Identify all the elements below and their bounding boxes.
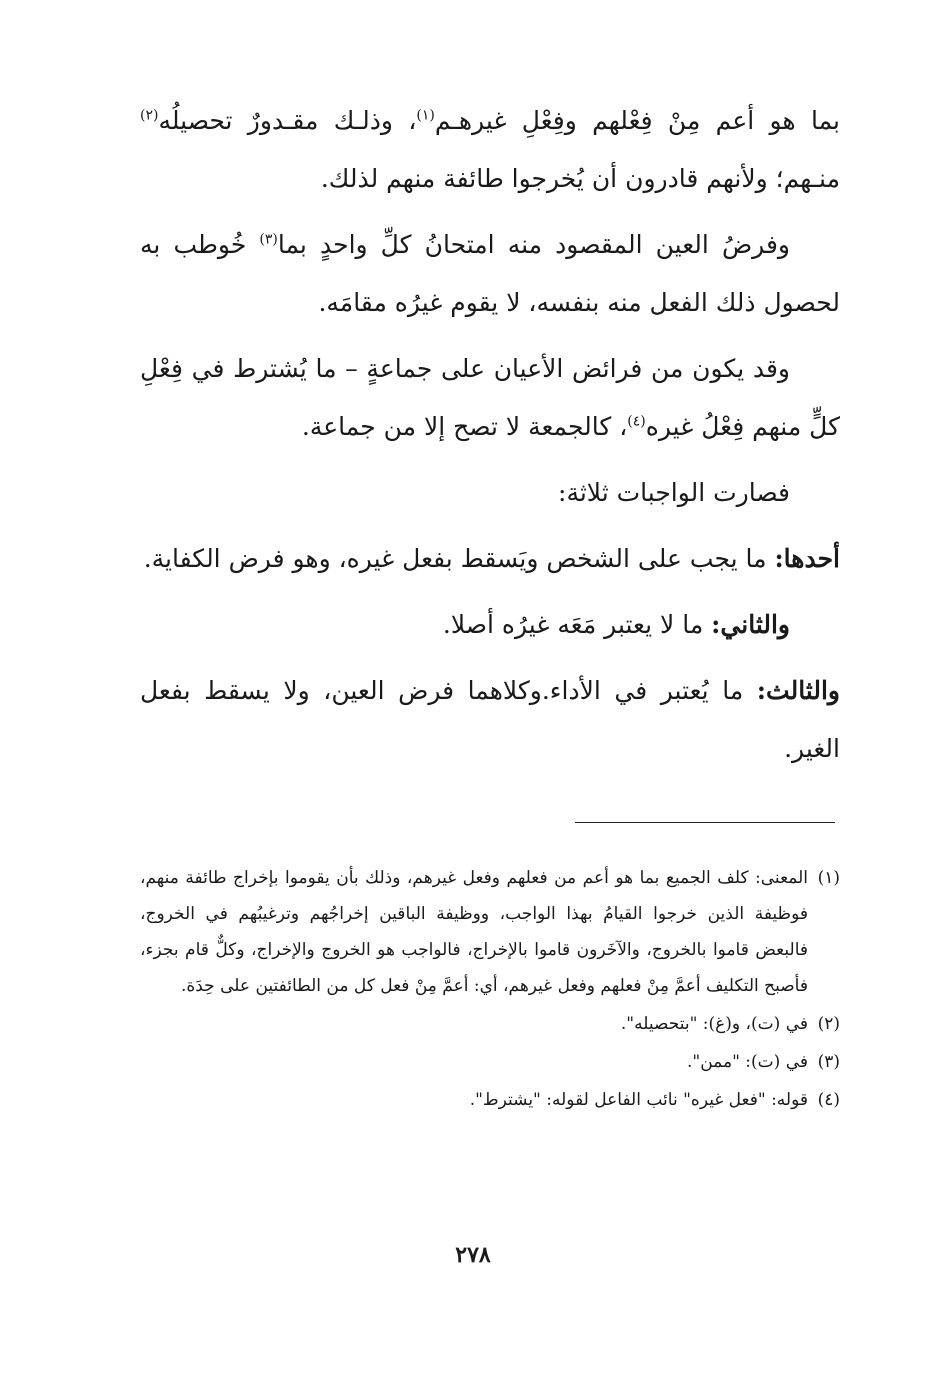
paragraph-7-label: والثالث:: [756, 676, 840, 705]
paragraph-5-text: ما يجب على الشخص ويَسقط بفعل غيره، وهو فرض الكفاية.: [143, 544, 775, 573]
paragraph-2-part-a: وفرضُ العين المقصود منه امتحانُ كلِّ واحدٍ بما: [277, 230, 790, 259]
paragraph-7: [140, 662, 840, 778]
paragraph-1-part-c: منـهم؛ ولأنهم قادرون أن يُخرجوا طائفة منهم لذلك.: [320, 164, 840, 193]
paragraph-7-text: ما يُعتبر في الأداء.وكلاهما فرض العين، ولا يسقط بفعل الغير.: [140, 676, 840, 763]
paragraph-5: [140, 530, 840, 588]
main-text: [140, 92, 840, 786]
footnote-3: [140, 1044, 840, 1080]
footnotes: [140, 860, 840, 1120]
footnote-ref-1[interactable]: (١): [416, 107, 435, 124]
footnote-divider: [575, 822, 835, 823]
paragraph-6-label: والثاني:: [711, 610, 790, 639]
footnote-1: [140, 860, 840, 1004]
paragraph-6: [140, 596, 840, 654]
paragraph-1: [140, 92, 840, 208]
footnote-text: في (ت): "ممن".: [686, 1052, 808, 1072]
footnote-number: (٤): [817, 1090, 840, 1110]
paragraph-2: [140, 216, 840, 332]
paragraph-3-part-b: ، كالجمعة لا تصح إلا من جماعة.: [301, 412, 628, 441]
paragraph-3-part-a: وقد يكون من فرائض الأعيان على جماعةٍ – ما يُشترط في فِعْلِ كلٍّ منهم فِعْلُ غيره: [140, 354, 840, 441]
paragraph-1-part-b: ، وذلـك مقـدورٌ تحصيلُه: [158, 106, 417, 135]
footnote-text: قوله: "فعل غيره" نائب الفاعل لقوله: "يشترط".: [469, 1090, 808, 1110]
footnote-text: في (ت)، و(غ): "بتحصيله".: [620, 1014, 808, 1034]
paragraph-2-part-b: خُوطب به لحصول ذلك الفعل منه بنفسه، لا يقوم غيرُه مقامَه.: [140, 230, 840, 317]
footnote-ref-4[interactable]: (٤): [627, 413, 646, 430]
footnote-4: [140, 1082, 840, 1118]
footnote-number: (٢): [817, 1014, 840, 1034]
paragraph-6-text: ما لا يعتبر مَعَه غيرُه أصلا.: [442, 610, 712, 639]
footnote-text: المعنى: كلف الجميع بما هو أعم من فعلهم وفعل غيرهم، وذلك بأن يقوموا بإخراج طائفة منهم، فوظيفة الذين خرجوا القيامُ بهذا الواجب، ووظيفة الباقين إخراجُهم وترغيبُهم في الخروج، فالبعض قاموا بالخروج، والآخَرون قاموا بالإخراج، فالواجب هو الخروج والإخراج، وكلٌّ قام بجزء، فأصبح التكليف أعمَّ مِنْ فعلهم وفعل غيرهم، أي: أعمَّ مِنْ فعل كل من الطائفتين على حِدَة.: [140, 868, 808, 996]
footnote-ref-3[interactable]: (٣): [259, 231, 278, 248]
footnote-number: (١): [817, 868, 840, 888]
paragraph-1-part-a: بما هو أعم مِنْ فِعْلهم وفِعْلِ غيرهـم: [434, 106, 840, 135]
paragraph-4: فصارت الواجبات ثلاثة:: [558, 478, 790, 507]
paragraph-3: [140, 340, 840, 456]
page-number: ٢٧٨: [455, 1242, 491, 1268]
footnote-2: [140, 1006, 840, 1042]
paragraph-5-label: أحدها:: [774, 544, 840, 573]
footnote-number: (٣): [817, 1052, 840, 1072]
footnote-ref-2[interactable]: (٢): [140, 107, 159, 124]
